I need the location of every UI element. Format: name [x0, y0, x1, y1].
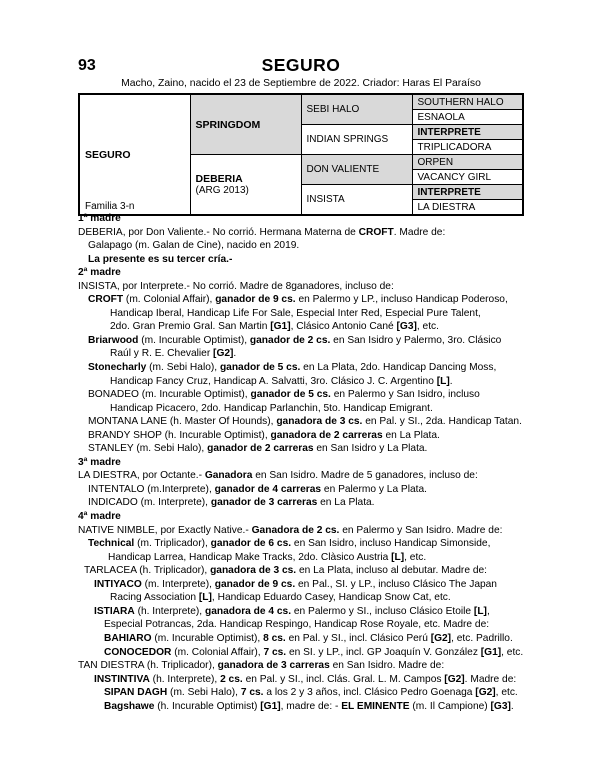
emphasized-text: 7 cs. [263, 646, 287, 658]
grandsire-maternal-cell: DON VALIENTE [301, 155, 412, 185]
plain-text: Handicap Fancy Cruz, Handicap A. Salvatti, 3ro. Clásico J. C. Argentino [110, 375, 437, 387]
plain-text: en San Isidro, incluso Handicap Simonside, [291, 538, 491, 550]
emphasized-text: Briarwood [88, 334, 139, 346]
text-line [78, 402, 538, 416]
plain-text: en Pal., SI. y LP., incluso Clásico The Japan [295, 578, 497, 590]
plain-text: . [510, 700, 514, 712]
pedigree-table [78, 93, 524, 216]
plain-text: . [449, 375, 453, 387]
page-header [78, 55, 524, 89]
emphasized-text: [G1] [260, 700, 281, 712]
plain-text: (m. Sebi Halo), [146, 362, 220, 374]
plain-text: en Pal. y SI., 2da. Handicap Tatan. [362, 416, 522, 428]
plain-text: DEBERIA, por Don Valiente.- No corrió. Hermana Materna de [78, 226, 359, 238]
emphasized-text: ganador de 5 cs. [250, 389, 331, 401]
emphasized-text: 1ª madre [78, 213, 121, 224]
great-grandparent-cell: VACANCY GIRL [412, 170, 523, 185]
emphasized-text: ganador de 9 cs. [215, 294, 296, 306]
emphasized-text: 7 cs. [240, 687, 264, 699]
text-line [78, 605, 538, 619]
emphasized-text: ganador de 2 cs. [249, 334, 331, 346]
plain-text: (m. Interprete), [141, 578, 215, 590]
emphasized-text: [G3] [396, 321, 417, 333]
plain-text: , etc. [495, 687, 518, 699]
plain-text: , etc. [501, 646, 524, 658]
granddam-paternal-cell: INDIAN SPRINGS [301, 125, 412, 155]
plain-text: a los 2 y 3 años, incl. Clásico Pedro Goenaga [263, 687, 476, 699]
emphasized-text: ISTIARA [94, 605, 135, 617]
text-line [78, 551, 538, 565]
plain-text: MONTANA LANE (h. Master Of Hounds), [88, 416, 277, 428]
emphasized-text: [G2] [475, 687, 496, 699]
plain-text: , etc. [404, 551, 427, 563]
text-line [78, 253, 538, 267]
plain-text: en Palermo y SI., incluso Clásico Etoile [291, 605, 474, 617]
plain-text: . Madre de: [393, 226, 446, 238]
emphasized-text: ganadora de 4 cs. [204, 605, 292, 617]
text-line [78, 212, 538, 226]
emphasized-text: ganador de 3 carreras [210, 497, 318, 509]
text-line [78, 510, 538, 524]
emphasized-text: [G3] [490, 700, 511, 712]
text-line [78, 578, 538, 592]
plain-text: en La Plata. [382, 429, 440, 441]
great-grandparent-cell: INTERPRETE [412, 185, 523, 200]
great-grandparent-cell: ORPEN [412, 155, 523, 170]
emphasized-text: La presente es su tercer cría.- [88, 253, 233, 265]
plain-text: en La Plata, 2do. Handicap Dancing Moss, [300, 362, 497, 374]
emphasized-text: [L] [391, 551, 405, 563]
text-line [78, 591, 538, 605]
emphasized-text: ganadora de 3 cs. [276, 416, 363, 428]
plain-text: NATIVE NIMBLE, por Exactly Native.- [78, 524, 252, 536]
text-line [78, 307, 538, 321]
plain-text: INTENTALO (m.Interprete), [88, 483, 215, 495]
emphasized-text: CROFT [358, 226, 394, 238]
emphasized-text: CONOCEDOR [104, 646, 172, 658]
plain-text: , etc. [416, 321, 439, 333]
plain-text: Handicap Larrea, Handicap Make Tracks, 2do. Clàsico Austria [108, 551, 392, 563]
emphasized-text: ganadora de 2 carreras [270, 429, 383, 441]
emphasized-text: [G1] [270, 321, 291, 333]
emphasized-text: [G2] [430, 632, 452, 644]
plain-text: (m. Incurable Optimist), [138, 334, 250, 346]
subject-name: SEGURO [85, 148, 131, 161]
plain-text: (h. Interprete), [149, 673, 221, 685]
text-line [78, 334, 538, 348]
emphasized-text: [G2] [213, 348, 234, 360]
birth-info: Macho, Zaino, nacido el 23 de Septiembre de 2022. Criador: Haras El Paraíso [121, 78, 481, 89]
text-line [78, 496, 538, 510]
emphasized-text: [L] [436, 375, 450, 387]
text-line [78, 442, 538, 456]
text-line [78, 659, 538, 673]
text-line [78, 686, 538, 700]
plain-text: en San Isidro y Palermo, 3ro. Clásico [330, 334, 502, 346]
plain-text: en Palermo y LP., incluso Handicap Poderoso, [295, 294, 508, 306]
emphasized-text: ganador de 6 cs. [210, 538, 292, 550]
plain-text: . Madre de: [464, 673, 517, 685]
horse-name-title: SEGURO [261, 55, 341, 75]
great-grandparent-cell: INTERPRETE [412, 125, 523, 140]
plain-text: (m. Il Campione) [409, 700, 491, 712]
great-grandparent-cell: TRIPLICADORA [412, 140, 523, 155]
plain-text: en SI. y LP., incl. GP Joaquín V. González [286, 646, 481, 658]
text-line [78, 673, 538, 687]
plain-text: (m. Incurable Optimist), [151, 632, 264, 644]
plain-text: INDICADO (m. Interprete), [88, 497, 211, 509]
emphasized-text: INTIYACO [94, 578, 142, 590]
plain-text: , Clásico Antonio Cané [290, 321, 397, 333]
plain-text: (m. Colonial Affair), [123, 294, 216, 306]
plain-text: , [486, 605, 490, 617]
plain-text: (h. Interprete), [134, 605, 205, 617]
text-line [78, 700, 538, 714]
plain-text: Racing Association [110, 592, 199, 604]
plain-text: INSISTA, por Interprete.- No corrió. Madre de 8ganadores, incluso de: [78, 280, 394, 292]
text-line [78, 618, 538, 632]
grandsire-paternal-cell: SEBI HALO [301, 94, 412, 125]
sire-cell [190, 94, 301, 155]
text-line [78, 375, 538, 389]
text-line [78, 266, 538, 280]
text-line [78, 361, 538, 375]
plain-text: en San Isidro. Madre de 5 ganadores, incluso de: [252, 470, 478, 482]
plain-text: en La Plata, incluso al debutar. Madre de: [296, 565, 487, 577]
emphasized-text: 8 cs. [263, 632, 286, 644]
text-line [78, 646, 538, 660]
text-line [78, 537, 538, 551]
plain-text: 2do. Gran Premio Gral. San Martin [110, 321, 271, 333]
plain-text: en Palermo y San Isidro. Madre de: [339, 524, 503, 536]
emphasized-text: ganador de 4 carreras [214, 483, 322, 495]
plain-text: STANLEY (m. Sebi Halo), [88, 443, 208, 455]
plain-text: (m. Triplicador), [134, 538, 211, 550]
great-grandparent-cell: SOUTHERN HALO [412, 94, 523, 110]
plain-text: en Pal. y SI., incl. Clásico Perú [285, 632, 431, 644]
dam-name: DEBERIA [195, 173, 243, 185]
plain-text: TARLACEA (h. Triplicador), [84, 565, 211, 577]
text-line [78, 564, 538, 578]
text-line [78, 320, 538, 334]
plain-text: en Palermo y La Plata. [321, 483, 427, 495]
emphasized-text: BAHIARO [104, 632, 152, 644]
emphasized-text: 3ª madre [78, 456, 121, 468]
emphasized-text: 4ª madre [78, 511, 121, 523]
emphasized-text: CROFT [88, 294, 124, 306]
emphasized-text: [G1] [480, 646, 502, 658]
text-line [78, 429, 538, 443]
plain-text: en Palermo y San Isidro, incluso [330, 389, 480, 401]
emphasized-text: Ganadora [204, 470, 253, 482]
emphasized-text: 2ª madre [78, 267, 121, 279]
plain-text: en San Isidro. Madre de: [329, 660, 445, 672]
plain-text: Handicap Iberal, Handicap Life For Sale, Especial Inter Red, Especial Pure Talent, [110, 307, 481, 319]
text-line [78, 524, 538, 538]
text-line [78, 483, 538, 497]
plain-text: Raúl y R. E. Chevalier [110, 348, 214, 360]
plain-text: , madre de: - [280, 700, 342, 712]
emphasized-text: ganador de 9 cs. [214, 578, 296, 590]
emphasized-text: EL EMINENTE [341, 700, 410, 712]
emphasized-text: Technical [88, 538, 135, 550]
plain-text: Handicap Picacero, 2do. Handicap Parlanchin, 5to. Handicap Emigrant. [110, 402, 433, 414]
text-line [78, 226, 538, 240]
plain-text: LA DIESTRA, por Octante.- [78, 470, 205, 482]
plain-text: (h. Incurable Optimist) [154, 700, 261, 712]
great-grandparent-cell: ESNAOLA [412, 110, 523, 125]
plain-text: BONADEO (m. Incurable Optimist), [88, 389, 251, 401]
text-line [78, 388, 538, 402]
emphasized-text: 2 cs. [220, 673, 243, 685]
text-line [78, 415, 538, 429]
emphasized-text: SIPAN DAGH [104, 687, 168, 699]
emphasized-text: ganador de 5 cs. [219, 362, 301, 374]
emphasized-text: Stonecharly [88, 362, 147, 374]
text-line [78, 239, 538, 253]
family-label: Familia 3-n [85, 201, 135, 212]
text-line [78, 456, 538, 470]
emphasized-text: ganador de 2 carreras [207, 443, 314, 455]
lot-number: 93 [78, 57, 96, 74]
pedigree-notes [78, 212, 538, 713]
emphasized-text: INSTINTIVA [94, 673, 150, 685]
plain-text: , etc. Padrillo. [451, 632, 513, 644]
great-grandparent-cell: LA DIESTRA [412, 200, 523, 216]
plain-text: BRANDY SHOP (h. Incurable Optimist), [88, 429, 271, 441]
plain-text: TAN DIESTRA (h. Triplicador), [78, 660, 218, 672]
emphasized-text: [G2] [444, 673, 465, 685]
plain-text: en La Plata. [317, 497, 375, 509]
plain-text: en Pal. y SI., incl. Clás. Gral. L. M. Campos [242, 673, 445, 685]
emphasized-text: Bagshawe [104, 700, 155, 712]
plain-text: . [233, 348, 237, 360]
text-line [78, 280, 538, 294]
plain-text: (m. Colonial Affair), [171, 646, 264, 658]
emphasized-text: ganadora de 3 carreras [217, 660, 330, 672]
plain-text: Especial Potrancas, 2da. Handicap Respingo, Handicap Rose Royale, etc. Madre de: [104, 619, 490, 631]
plain-text: , Handicap Eduardo Casey, Handicap Snow Cat, etc. [211, 592, 451, 604]
plain-text: Galapago (m. Galan de Cine), nacido en 2019. [88, 240, 300, 252]
dam-cell [190, 155, 301, 216]
text-line [78, 632, 538, 646]
emphasized-text: Ganadora de 2 cs. [251, 524, 340, 536]
emphasized-text: ganadora de 3 cs. [210, 565, 297, 577]
granddam-maternal-cell: INSISTA [301, 185, 412, 216]
text-line [78, 469, 538, 483]
dam-detail: (ARG 2013) [195, 185, 249, 196]
sire-name: SPRINGDOM [195, 118, 261, 131]
emphasized-text: [L] [198, 592, 212, 604]
text-line [78, 293, 538, 307]
plain-text: (m. Sebi Halo), [167, 687, 241, 699]
subject-cell [79, 94, 190, 215]
plain-text: en San Isidro y La Plata. [313, 443, 428, 455]
text-line [78, 347, 538, 361]
emphasized-text: [L] [473, 605, 487, 617]
